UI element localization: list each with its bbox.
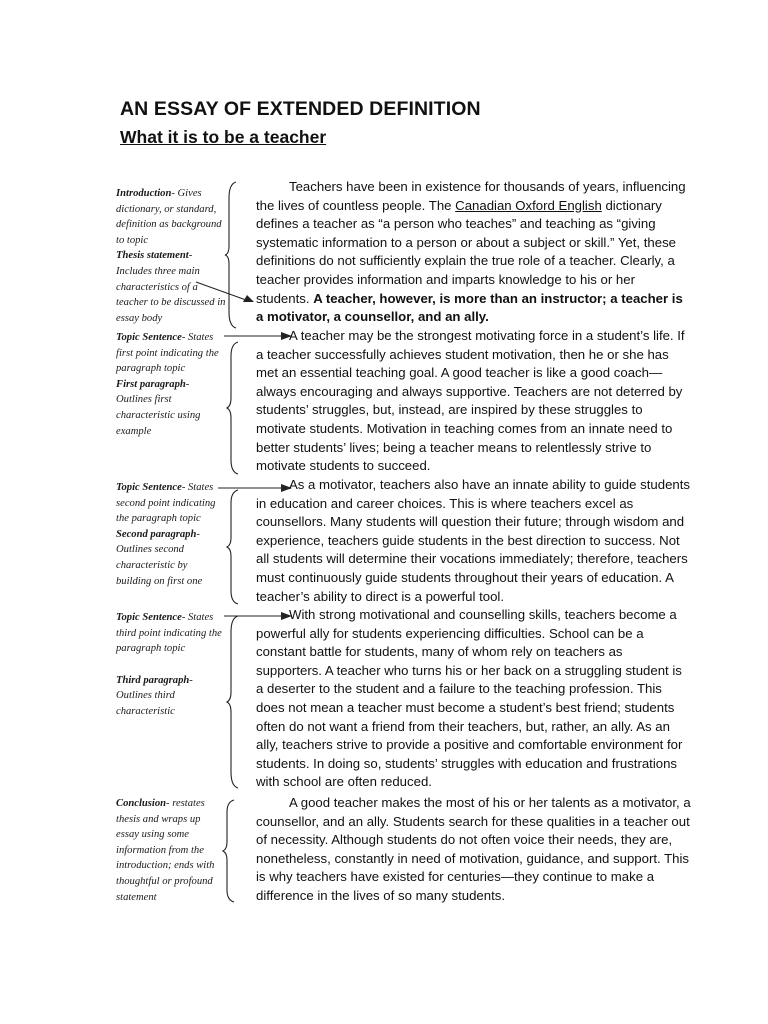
note-label: Introduction xyxy=(116,188,172,199)
note-label: Second paragraph xyxy=(116,528,197,540)
essay-second-paragraph xyxy=(256,476,692,606)
note-label: Thesis statement xyxy=(116,250,189,262)
essay-conclusion xyxy=(256,794,692,906)
brace-introduction xyxy=(224,180,240,330)
note-text: - Outlines third characteristic xyxy=(116,674,193,717)
arrow-thesis xyxy=(194,280,264,304)
note-third-paragraph xyxy=(116,610,224,720)
note-label: Topic Sentence xyxy=(116,332,182,343)
note-label: Conclusion xyxy=(116,798,167,809)
brace-third-paragraph xyxy=(226,614,242,790)
note-text: - Outlines first characteristic using example xyxy=(116,378,201,437)
note-second-paragraph xyxy=(116,480,222,589)
essay-introduction xyxy=(256,178,692,327)
note-label: Third paragraph xyxy=(116,674,190,686)
note-first-paragraph xyxy=(116,330,224,439)
dictionary-name: Canadian Oxford English xyxy=(455,197,602,213)
note-text: - Outlines second characteristic by building on first one xyxy=(116,528,203,587)
brace-conclusion xyxy=(222,798,238,904)
note-text: - restates thesis and wraps up essay using some information from the introduction; ends with thoughtful or profound statement xyxy=(116,798,215,903)
note-text: - Gives dictionary, or standard, definition as background to topic xyxy=(116,188,222,246)
note-text: - States second point indicating the paragraph topic xyxy=(116,482,216,525)
essay-third-paragraph xyxy=(256,606,692,792)
document-subtitle: What it is to be a teacher xyxy=(120,127,327,147)
note-label: Topic Sentence xyxy=(116,482,182,493)
intro-text: Teachers have been in existence for thousands of years, influencing the lives of countless people. The xyxy=(256,179,686,213)
note-text: - Includes three main characteristics of a teacher to be discussed in essay body xyxy=(116,250,226,324)
thesis-statement: A teacher, however, is more than an instructor; a teacher is a motivator, a counsellor, and an ally. xyxy=(256,290,683,325)
third-paragraph-text: With strong motivational and counselling skills, teachers become a powerful ally for students experiencing difficulties. School can be a constant battle for students, many of whom rely on teachers as supporters. A teacher who turns his or her back on a struggling student is a deserter to the student and a failure to the teaching profession. This does not mean a teacher must become a student’s best friend; students often do not want a friend from their teachers, but, rather, an ally. As an ally, teachers strive to provide a positive and comfortable environment for students. In doing so, students’ struggles with education and frustrations with school are often reduced. xyxy=(256,607,683,790)
brace-first-paragraph xyxy=(226,340,242,476)
second-paragraph-text: As a motivator, teachers also have an innate ability to guide students in education and career choices. This is where teachers excel as counsellors. Many students will question their future; through wisdom and experience, teachers guide students in the best direction to success. Not all students will determine their vocations immediately; therefore, teachers must continuously guide students throughout their years of education. A teacher’s ability to direct is a powerful tool. xyxy=(256,477,690,604)
brace-second-paragraph xyxy=(226,488,242,606)
note-text: - States first point indicating the paragraph topic xyxy=(116,332,219,375)
note-introduction xyxy=(116,186,228,326)
conclusion-text: A good teacher makes the most of his or her talents as a motivator, a counsellor, and an ally. Students search for these qualities in a teacher out of necessity. Although students do not often voice their needs, they are, nonetheless, constantly in need of motivation, guidance, and support. This is why teachers have existed for centuries—they continue to make a difference in the lives of so many students. xyxy=(256,795,691,903)
note-label: First paragraph xyxy=(116,378,186,390)
intro-text: dictionary defines a teacher as “a person who teaches” and teaching as “giving systematic information to a person or about a subject or skill.” Yet, these definitions do not sufficiently explain the true role of a teacher. Clearly, a teacher provides information and imparts knowledge to his or her students. xyxy=(256,197,677,306)
essay-first-paragraph xyxy=(256,327,692,476)
note-conclusion xyxy=(116,796,226,905)
document-title: AN ESSAY OF EXTENDED DEFINITION xyxy=(120,98,481,120)
note-text: - States third point indicating the paragraph topic xyxy=(116,612,222,655)
first-paragraph-text: A teacher may be the strongest motivating force in a student’s life. If a teacher successfully achieves student motivation, then he or she has met an essential teaching goal. A good teacher is like a good coach—always encouraging and always supportive. Teachers are not deterred by students’ struggles, but, instead, are inspired by these struggles to motivate students. Motivation in teaching comes from an innate need to better students’ lives; being a teacher means to relentlessly strive to motivate students to succeed. xyxy=(256,328,685,474)
note-label: Topic Sentence xyxy=(116,612,182,623)
